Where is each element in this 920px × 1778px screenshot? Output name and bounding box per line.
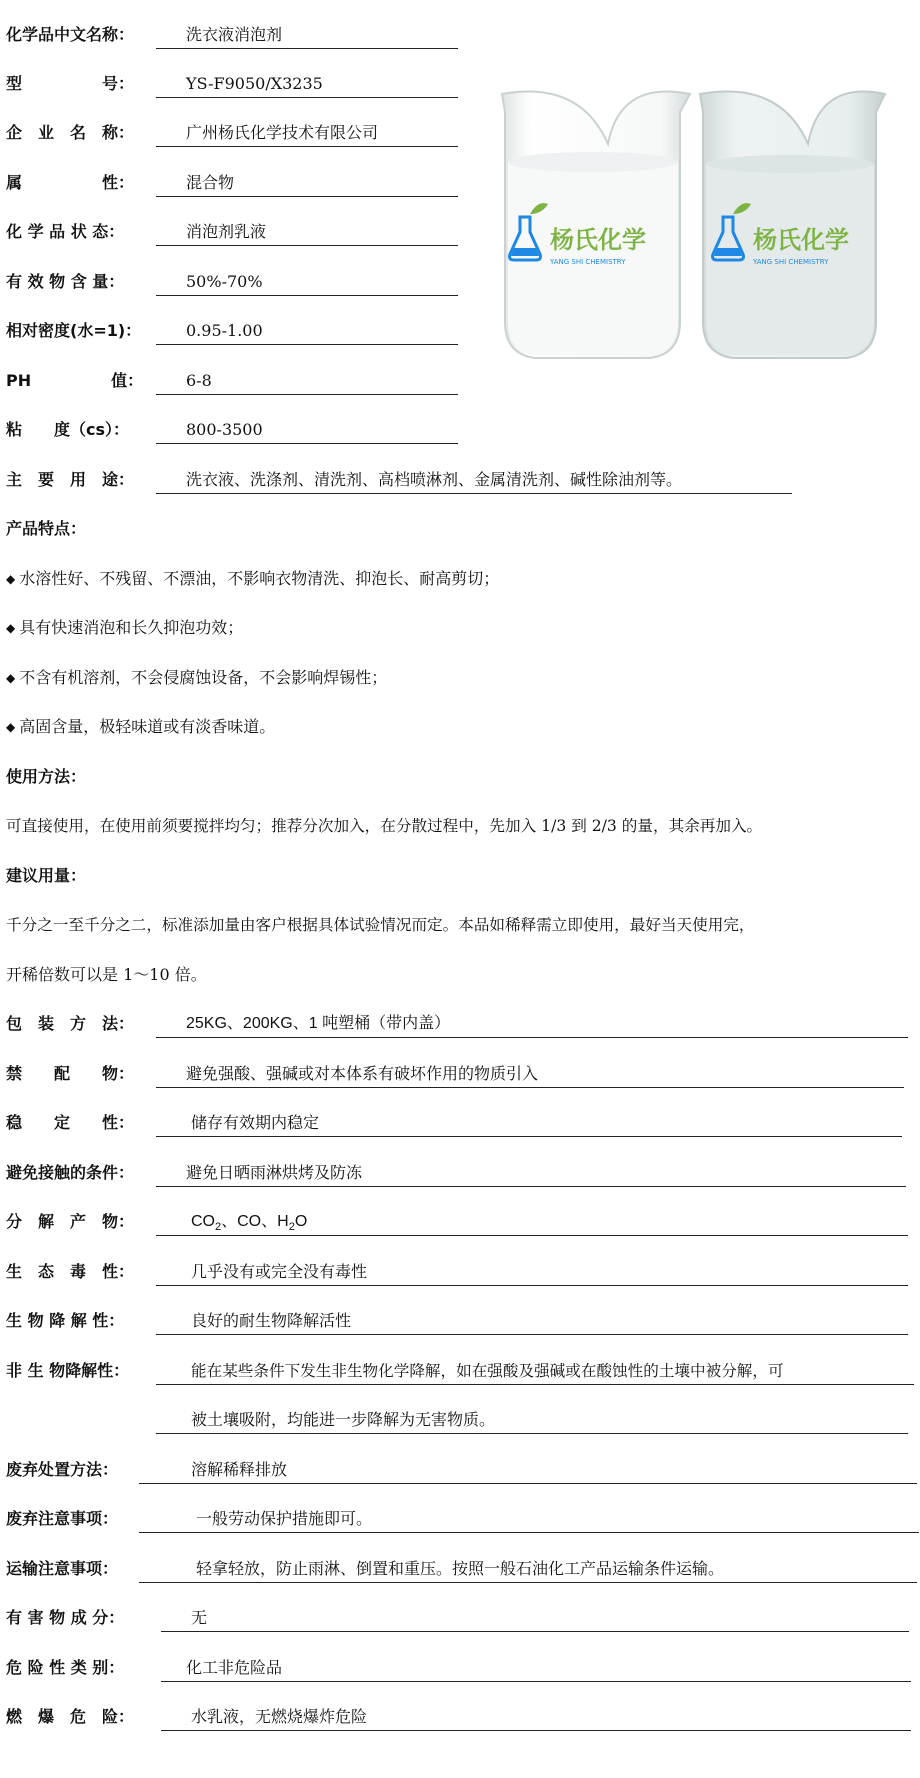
info-label: 属 性： [6, 173, 135, 192]
underline [156, 1037, 908, 1038]
underline [156, 1087, 904, 1088]
safety-value: 水乳液，无燃烧爆炸危险 [191, 1707, 368, 1726]
underline [156, 1285, 908, 1286]
info-value: 0.95-1.00 [186, 321, 263, 340]
safety-label: 生 物 降 解 性： [6, 1311, 125, 1330]
info-value: 6-8 [186, 371, 212, 390]
underline [156, 493, 792, 494]
safety-label: 稳 定 性： [6, 1113, 135, 1132]
info-row [6, 113, 466, 153]
safety-value: 一般劳动保护措施即可。 [196, 1509, 373, 1528]
info-row [6, 361, 466, 401]
safety-value: 25KG、200KG、1 吨塑桶（带内盖） [186, 1015, 451, 1032]
safety-label: 非 生 物降解性： [6, 1361, 130, 1380]
feature-item: ◆ 水溶性好、不残留、不漂油，不影响衣物清洗、抑泡长、耐高剪切； [6, 569, 500, 588]
dosage-heading: 建议用量： [6, 866, 87, 885]
info-label: 粘 度（cs）： [6, 420, 130, 439]
underline [139, 1532, 919, 1533]
underline [139, 1483, 917, 1484]
info-label: 化 学 品 状 态： [6, 222, 125, 241]
info-row [6, 311, 466, 351]
info-value: 消泡剂乳液 [186, 222, 267, 241]
info-row [6, 163, 466, 203]
safety-row [6, 1499, 916, 1539]
safety-label: 生 态 毒 性： [6, 1262, 135, 1281]
safety-row [6, 1153, 906, 1193]
info-value: 50%-70% [186, 272, 263, 291]
safety-value: 化工非危险品 [186, 1658, 283, 1677]
safety-value: 储存有效期内稳定 [191, 1113, 320, 1132]
dosage-line: 开稀倍数可以是 1～10 倍。 [6, 965, 207, 984]
diamond-bullet-icon: ◆ [6, 621, 16, 635]
safety-row [6, 1054, 906, 1094]
underline [156, 48, 458, 49]
underline [156, 1235, 908, 1236]
info-value: 洗衣液、洗涤剂、清洗剂、高档喷淋剂、金属清洗剂、碱性除油剂等。 [186, 470, 683, 489]
underline [156, 97, 458, 98]
underline [156, 295, 458, 296]
brand-name-right: 杨氏化学 [753, 226, 849, 254]
usage-text: 可直接使用，在使用前须要搅拌均匀；推荐分次加入，在分散过程中，先加入 1/3 到 2/3 的量，其余再加入。 [6, 817, 763, 835]
diamond-bullet-icon: ◆ [6, 572, 16, 586]
safety-row [6, 1202, 906, 1242]
info-row [6, 460, 906, 500]
safety-label: 有 害 物 成 分： [6, 1608, 125, 1627]
safety-label: 废弃处置方法： [6, 1460, 119, 1479]
dosage-line: 千分之一至千分之二，标准添加量由客户根据具体试验情况而定。本品如稀释需立即使用，最好当天使用完， [6, 916, 755, 934]
safety-row [6, 1103, 906, 1143]
safety-value: 避免日晒雨淋烘烤及防冻 [186, 1163, 363, 1182]
info-row [6, 212, 466, 252]
safety-row [6, 1301, 906, 1341]
info-label: 相对密度(水=1)： [6, 321, 142, 340]
brand-sub-right: YANG SHI CHEMISTRY [753, 258, 829, 266]
safety-value: 良好的耐生物降解活性 [191, 1311, 352, 1330]
info-value: 广州杨氏化学技术有限公司 [186, 123, 379, 142]
underline [139, 1582, 917, 1583]
safety-label: 包 装 方 法： [6, 1014, 135, 1033]
safety-row [6, 1648, 916, 1688]
safety-row [6, 1697, 916, 1737]
safety-label: 运输注意事项： [6, 1559, 119, 1578]
safety-row [6, 1004, 906, 1044]
beaker-right [700, 91, 885, 358]
safety-value: 轻拿轻放，防止雨淋、倒置和重压。按照一般石油化工产品运输条件运输。 [196, 1559, 725, 1578]
diamond-bullet-icon: ◆ [6, 671, 16, 685]
brand-name-left: 杨氏化学 [550, 226, 646, 254]
safety-row [6, 1549, 916, 1589]
info-label: PH 值： [6, 371, 144, 390]
safety-label: 危 险 性 类 别： [6, 1658, 125, 1677]
info-value: 800-3500 [186, 420, 263, 439]
safety-row [6, 1450, 916, 1490]
underline [156, 1136, 902, 1137]
info-label: 型 号： [6, 74, 135, 93]
underline [161, 1730, 911, 1731]
safety-value: 溶解稀释排放 [191, 1460, 288, 1479]
underline [156, 344, 458, 345]
safety-value: 能在某些条件下发生非生物化学降解，如在强酸及强碱或在酸蚀性的土壤中被分解，可 [191, 1362, 784, 1380]
safety-label: 禁 配 物： [6, 1064, 135, 1083]
info-label: 企 业 名 称： [6, 123, 135, 142]
underline [161, 1631, 909, 1632]
underline [156, 1384, 914, 1385]
info-row [6, 15, 466, 55]
underline [161, 1681, 911, 1682]
info-label: 化学品中文名称： [6, 25, 135, 44]
safety-row [6, 1598, 916, 1638]
underline [156, 394, 458, 395]
info-label: 主 要 用 途： [6, 470, 135, 489]
safety-value: 避免强酸、强碱或对本体系有破坏作用的物质引入 [186, 1064, 539, 1083]
underline [156, 146, 458, 147]
safety-row [6, 1252, 906, 1292]
safety-row-continuation [6, 1400, 906, 1440]
info-row [6, 262, 466, 302]
feature-item: ◆ 具有快速消泡和长久抑泡功效； [6, 618, 244, 637]
info-value: YS-F9050/X3235 [186, 74, 323, 93]
safety-value: 无 [191, 1608, 208, 1627]
underline [156, 1433, 908, 1434]
product-photo [490, 72, 890, 372]
features-heading: 产品特点： [6, 519, 87, 538]
safety-value: 几乎没有或完全没有毒性 [191, 1262, 368, 1281]
info-label: 有 效 物 含 量： [6, 272, 125, 291]
info-row [6, 410, 466, 450]
diamond-bullet-icon: ◆ [6, 720, 16, 734]
underline [156, 196, 458, 197]
safety-row [6, 1351, 916, 1391]
safety-label: 分 解 产 物： [6, 1212, 135, 1231]
underline [156, 443, 458, 444]
underline [156, 1186, 906, 1187]
feature-item: ◆ 高固含量，极轻味道或有淡香味道。 [6, 717, 276, 736]
usage-heading: 使用方法： [6, 767, 87, 786]
feature-item: ◆ 不含有机溶剂，不会侵腐蚀设备，不会影响焊锡性； [6, 668, 388, 687]
brand-sub-left: YANG SHI CHEMISTRY [550, 258, 626, 266]
underline [156, 245, 458, 246]
info-value: 洗衣液消泡剂 [186, 25, 283, 44]
underline [156, 1334, 908, 1335]
safety-label: 废弃注意事项： [6, 1509, 119, 1528]
safety-value: 被土壤吸附，均能进一步降解为无害物质。 [191, 1410, 496, 1429]
info-value: 混合物 [186, 173, 235, 192]
info-row [6, 64, 466, 104]
safety-value: $CO_2$、CO、$H_2O$ [191, 1213, 308, 1234]
safety-label: 避免接触的条件： [6, 1163, 135, 1182]
safety-label: 燃 爆 危 险： [6, 1707, 135, 1726]
